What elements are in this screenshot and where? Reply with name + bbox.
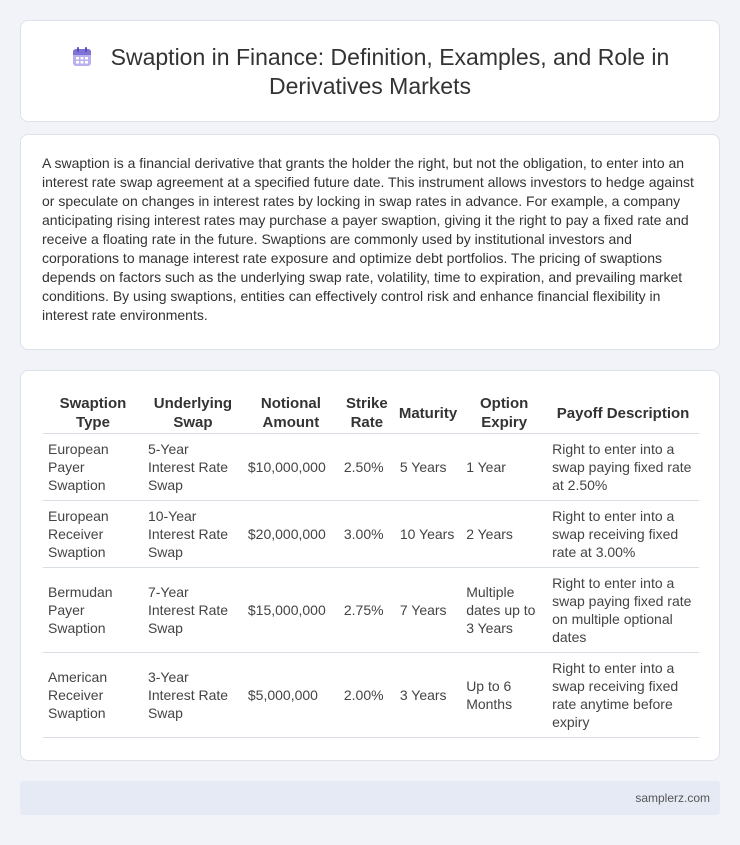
cell-maturity: 3 Years [395,653,461,738]
cell-strike-rate: 2.50% [339,434,395,501]
description-card [20,134,720,350]
cell-maturity: 10 Years [395,501,461,568]
cell-underlying-swap: 3-Year Interest Rate Swap [143,653,243,738]
cell-underlying-swap: 7-Year Interest Rate Swap [143,568,243,653]
page-title-text: Swaption in Finance: Definition, Examples, and Role in Derivatives Markets [110,44,670,99]
header-maturity: Maturity [395,393,461,434]
description-text: A swaption is a financial derivative that grants the holder the right, but not the obligation, to enter into an interest rate swap agreement at a specified future date. This instrument allows investors to hedge against or speculate on changes in interest rates by locking in swap rates in advance. For example, a company anticipating rising interest rates may purchase a payer swaption, giving it the right to pay a fixed rate and receive a floating rate in the future. Swaptions are commonly used by institutional investors and corporations to manage interest rate exposure and optimize debt portfolios. The pricing of swaptions depends on factors such as the underlying swap rate, volatility, time to expiration, and prevailing market conditions. By using swaptions, entities can effectively control risk and enhance financial flexibility in interest rate environments. [42,155,694,323]
cell-strike-rate: 2.00% [339,653,395,738]
cell-underlying-swap: 5-Year Interest Rate Swap [143,434,243,501]
header-swaption-type: Swaption Type [43,393,143,434]
cell-option-expiry: Up to 6 Months [461,653,547,738]
header-payoff-description: Payoff Description [547,393,699,434]
header-underlying-swap: Underlying Swap [143,393,243,434]
header-option-expiry: Option Expiry [461,393,547,434]
table-row [43,434,699,501]
cell-swaption-type: American Receiver Swaption [43,653,143,738]
table-row [43,501,699,568]
cell-payoff-description: Right to enter into a swap paying fixed rate at 2.50% [547,434,699,501]
cell-notional-amount: $20,000,000 [243,501,339,568]
cell-notional-amount: $5,000,000 [243,653,339,738]
cell-swaption-type: European Payer Swaption [43,434,143,501]
table-row [43,568,699,653]
cell-underlying-swap: 10-Year Interest Rate Swap [143,501,243,568]
cell-swaption-type: European Receiver Swaption [43,501,143,568]
cell-maturity: 5 Years [395,434,461,501]
cell-payoff-description: Right to enter into a swap receiving fixed rate anytime before expiry [547,653,699,738]
cell-option-expiry: 1 Year [461,434,547,501]
header-notional-amount: Notional Amount [243,393,339,434]
cell-payoff-description: Right to enter into a swap receiving fixed rate at 3.00% [547,501,699,568]
footer-site-link[interactable]: samplerz.com [635,791,710,805]
page-title [61,43,679,101]
header-card [20,20,720,122]
cell-notional-amount: $10,000,000 [243,434,339,501]
cell-option-expiry: 2 Years [461,501,547,568]
cell-swaption-type: Bermudan Payer Swaption [43,568,143,653]
calendar-icon [71,46,93,68]
cell-payoff-description: Right to enter into a swap paying fixed rate on multiple optional dates [547,568,699,653]
cell-option-expiry: Multiple dates up to 3 Years [461,568,547,653]
footer-bar [20,781,720,815]
cell-strike-rate: 2.75% [339,568,395,653]
table-row [43,653,699,738]
table-header-row [43,393,699,434]
cell-notional-amount: $15,000,000 [243,568,339,653]
table-card [20,370,720,761]
cell-strike-rate: 3.00% [339,501,395,568]
swaption-table [43,393,699,738]
header-strike-rate: Strike Rate [339,393,395,434]
cell-maturity: 7 Years [395,568,461,653]
